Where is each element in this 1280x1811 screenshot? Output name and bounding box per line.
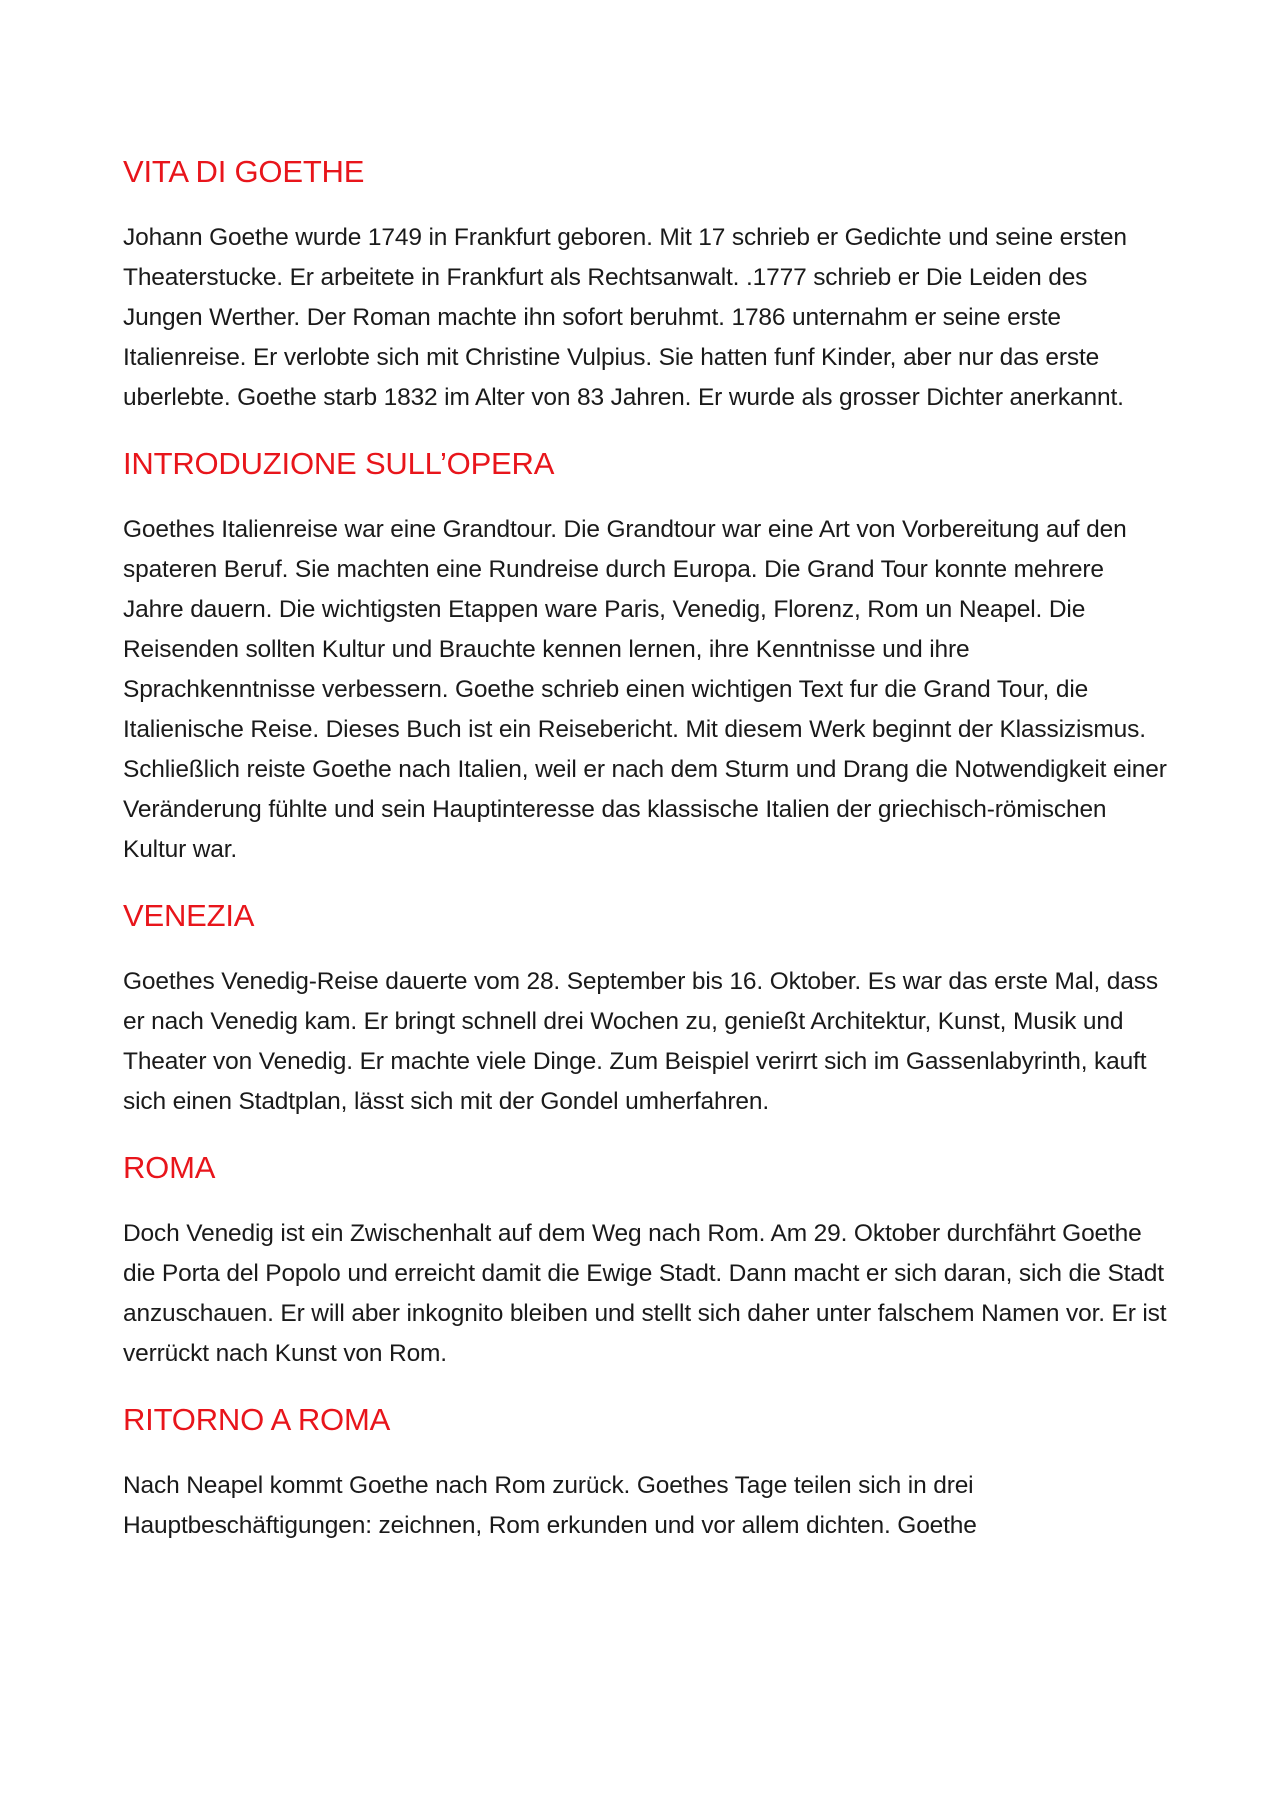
document-page (123, 152, 1168, 1572)
section-heading: ROMA (123, 1150, 216, 1185)
section-paragraph: Goethes Venedig-Reise dauerte vom 28. September bis 16. Oktober. Es war das erste Mal, dass er nach Venedig kam. Er bringt schnell drei Wochen zu, genießt Architektur, Kunst, Musik und Theater von Venedig. Er machte viele Dinge. Zum Beispiel verirrt sich im Gassenlabyrinth, kauft sich einen Stadtplan, lässt sich mit der Gondel umherfahren. (123, 968, 1158, 1115)
section-heading: VITA DI GOETHE (123, 154, 365, 189)
section-paragraph: Nach Neapel kommt Goethe nach Rom zurück. Goethes Tage teilen sich in drei Hauptbeschäftigungen: zeichnen, Rom erkunden und vor allem dichten. Goethe (123, 1472, 977, 1539)
section-paragraph: Johann Goethe wurde 1749 in Frankfurt geboren. Mit 17 schrieb er Gedichte und seine ersten Theaterstucke. Er arbeitete in Frankfurt als Rechtsanwalt. .1777 schrieb er Die Leiden des Jungen Werther. Der Roman machte ihn sofort beruhmt. 1786 unternahm er seine erste Italienreise. Er verlobte sich mit Christine Vulpius. Sie hatten funf Kinder, aber nur das erste uberlebte. Goethe starb 1832 im Alter von 83 Jahren. Er wurde als grosser Dichter anerkannt. (123, 224, 1127, 411)
section-paragraph: Goethes Italienreise war eine Grandtour. Die Grandtour war eine Art von Vorbereitung auf den spateren Beruf. Sie machten eine Rundreise durch Europa. Die Grand Tour konnte mehrere Jahre dauern. Die wichtigsten Etappen ware Paris, Venedig, Florenz, Rom un Neapel. Die Reisenden sollten Kultur und Brauchte kennen lernen, ihre Kenntnisse und ihre Sprachkenntnisse verbessern. Goethe schrieb einen wichtigen Text fur die Grand Tour, die Italienische Reise. Dieses Buch ist ein Reisebericht. Mit diesem Werk beginnt der Klassizismus. Schließlich reiste Goethe nach Italien, weil er nach dem Sturm und Drang die Notwendigkeit einer Veränderung fühlte und sein Hauptinteresse das klassische Italien der griechisch-römischen Kultur war. (123, 516, 1167, 863)
section-vita-di-goethe (123, 152, 1168, 418)
section-paragraph: Doch Venedig ist ein Zwischenhalt auf dem Weg nach Rom. Am 29. Oktober durchfährt Goethe die Porta del Popolo und erreicht damit die Ewige Stadt. Dann macht er sich daran, sich die Stadt anzuschauen. Er will aber inkognito bleiben und stellt sich daher unter falschem Namen vor. Er ist verrückt nach Kunst von Rom. (123, 1220, 1167, 1367)
section-heading: VENEZIA (123, 898, 255, 933)
section-heading: INTRODUZIONE SULL’OPERA (123, 446, 555, 481)
section-roma (123, 1148, 1168, 1374)
section-heading: RITORNO A ROMA (123, 1402, 391, 1437)
section-venezia (123, 896, 1168, 1122)
section-ritorno-a-roma (123, 1400, 1168, 1546)
section-introduzione (123, 444, 1168, 870)
